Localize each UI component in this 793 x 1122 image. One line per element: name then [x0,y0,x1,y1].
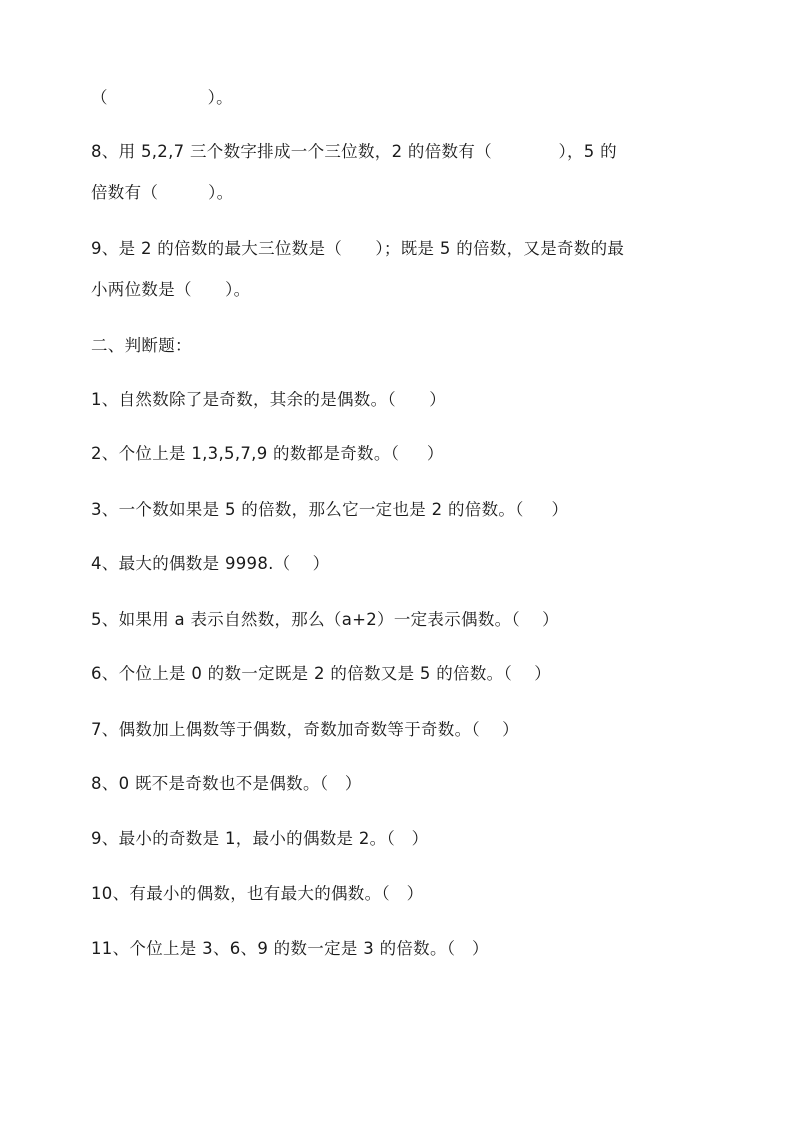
judgment-question-6: 6、个位上是 0 的数一定既是 2 的倍数又是 5 的倍数。（ ） [91,664,551,683]
judgment-question-2: 2、个位上是 1,3,5,7,9 的数都是奇数。（ ） [91,444,444,463]
question-9-line-2: 小两位数是（ ）。 [91,280,251,299]
judgment-question-8: 8、0 既不是奇数也不是偶数。（ ） [91,774,362,793]
judgment-question-4: 4、最大的偶数是 9998.（ ） [91,554,330,573]
question-8-line-2: 倍数有（ ）。 [91,183,234,202]
section-heading-judgment: 二、判断题： [91,336,192,355]
judgment-question-1: 1、自然数除了是奇数，其余的是偶数。（ ） [91,390,447,409]
judgment-question-5: 5、如果用 a 表示自然数，那么（a+2）一定表示偶数。（ ） [91,610,559,629]
fill-blank-answer-line: （ ）。 [91,88,233,107]
judgment-question-9: 9、最小的奇数是 1，最小的偶数是 2。（ ） [91,829,429,848]
judgment-question-7: 7、偶数加上偶数等于偶数，奇数加奇数等于奇数。（ ） [91,720,519,739]
question-9-line-1: 9、是 2 的倍数的最大三位数是（ ）；既是 5 的倍数，又是奇数的最 [91,239,625,258]
judgment-question-10: 10、有最小的偶数，也有最大的偶数。（ ） [91,884,424,903]
judgment-question-3: 3、一个数如果是 5 的倍数，那么它一定也是 2 的倍数。（ ） [91,500,569,519]
judgment-question-11: 11、个位上是 3、6、9 的数一定是 3 的倍数。（ ） [91,939,489,958]
question-8-line-1: 8、用 5,2,7 三个数字排成一个三位数，2 的倍数有（ ），5 的 [91,142,617,161]
